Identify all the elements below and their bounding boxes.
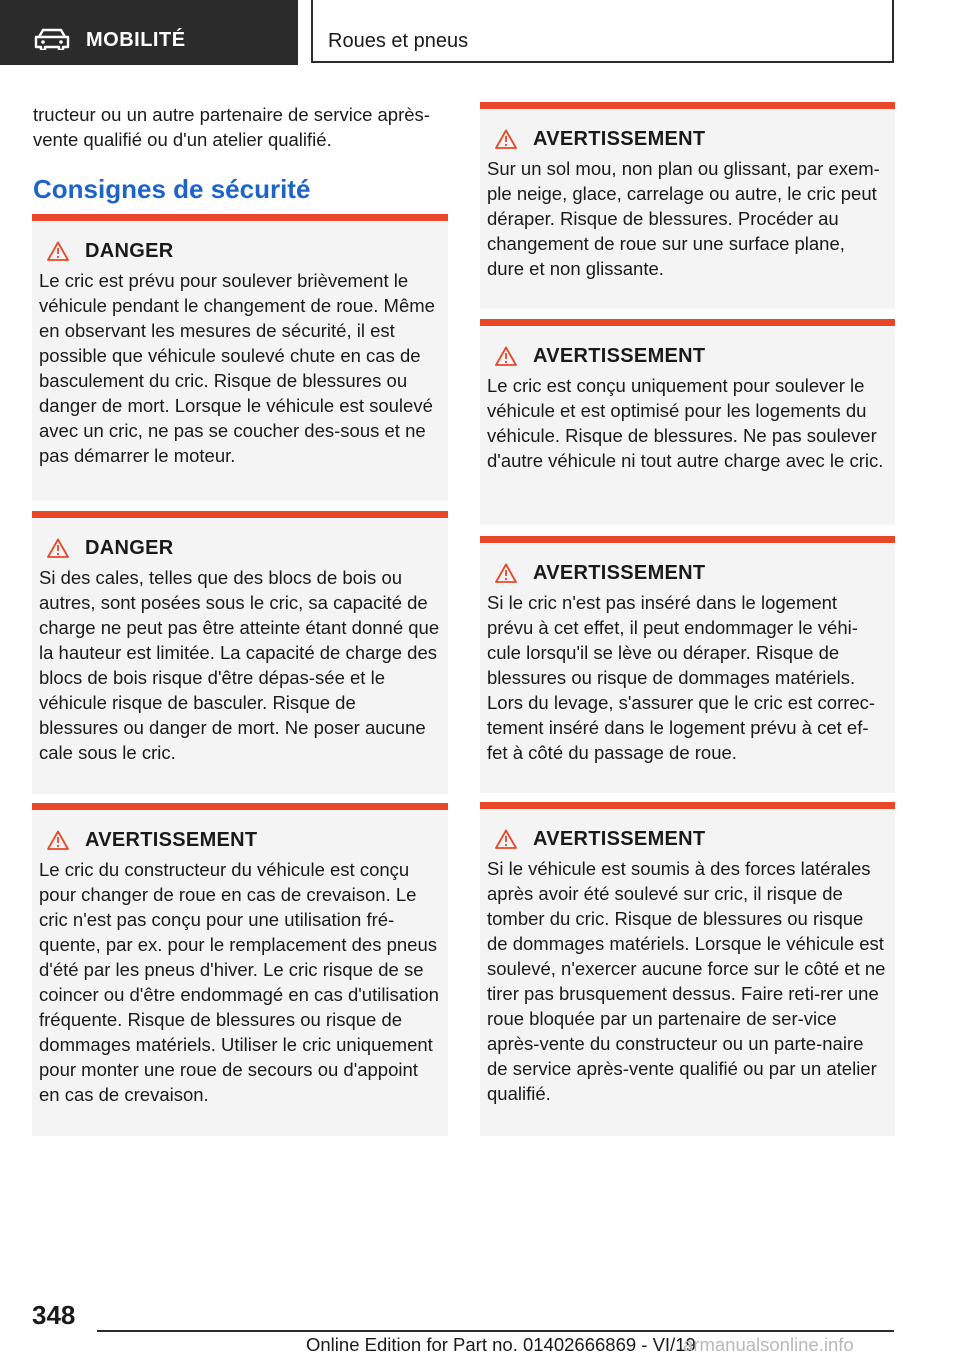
warning-box <box>480 536 895 793</box>
box-title <box>487 559 887 587</box>
section-tab <box>0 0 298 65</box>
box-label: DANGER <box>85 536 174 559</box>
warning-box <box>480 802 895 1136</box>
danger-box <box>32 511 448 794</box>
warning-triangle-icon <box>495 346 517 366</box>
box-text: Si le véhicule est soumis à des forces latérales après avoir été soulevé sur cric, il risque de tomber du cric. Risque de blessures ou risque de dommages matériels. Lorsque le véhicule est soulevé, n'exercer aucune force sur le côté et ne tirer pas brusquement dessus. Faire reti-rer une roue bloquée par un partenaire de ser-vice après-vente du constructeur ou un parte-naire de service après-vente qualifié ou par un atelier qualifié. <box>487 858 886 1104</box>
box-title <box>487 342 887 370</box>
car-icon <box>34 28 70 50</box>
box-text: Sur un sol mou, non plan ou glissant, par exem-ple neige, glace, carrelage ou autre, le cric peut déraper. Risque de blessures. Procéder au changement de roue sur une surface plane, dure et non glissante. <box>487 158 880 279</box>
box-text: Si des cales, telles que des blocs de bois ou autres, sont posées sous le cric, sa capacité de charge ne peut pas être atteinte étant donné que la hauteur est limitée. La capacité de charge des blocs de bois risque d'être dépas-sée et le véhicule risque de basculer. Risque de blessures ou danger de mort. Ne poser aucune cale sous le cric. <box>39 567 440 763</box>
warning-triangle-icon <box>47 830 69 850</box>
box-label: AVERTISSEMENT <box>533 561 706 584</box>
box-title <box>39 237 440 265</box>
warning-triangle-icon <box>47 538 69 558</box>
box-label: AVERTISSEMENT <box>533 344 706 367</box>
warning-triangle-icon <box>495 829 517 849</box>
box-title <box>487 125 887 153</box>
box-text: Si le cric n'est pas inséré dans le logement prévu à cet effet, il peut endommager le véhi-cule lorsqu'il se lève ou déraper. Risque de blessures ou risque de dommages matériels. Lors du levage, s'assurer que le cric est correc-tement inséré dans le logement prévu à cet ef-fet à côté du passage de roue. <box>487 592 876 763</box>
danger-box <box>32 214 448 501</box>
footer-edition: Online Edition for Part no. 01402666869 - VI/19 <box>306 1334 696 1355</box>
section-heading: Consignes de sécurité <box>33 174 311 204</box>
box-title <box>487 825 887 853</box>
footer-watermark: armanualsonline.info <box>683 1334 854 1355</box>
footer-divider <box>97 1330 894 1332</box>
box-label: AVERTISSEMENT <box>533 127 706 150</box>
box-text: Le cric est prévu pour soulever brièvement le véhicule pendant le changement de roue. Même en observant les mesures de sécurité, il est possible que véhicule soulevé chute en cas de basculement du cric. Risque de blessures ou danger de mort. Lorsque le véhicule est soulevé avec un cric, ne pas se coucher des-sous et ne pas démarrer le moteur. <box>39 270 435 466</box>
warning-box <box>480 102 895 309</box>
warning-box <box>480 319 895 525</box>
box-text: Le cric du constructeur du véhicule est conçu pour changer de roue en cas de crevaison. Le cric n'est pas conçu pour une utilisation fré-quente, par ex. pour le remplacement des pneus d'été par les pneus d'hiver. Le cric risque de se coincer ou d'être endommagé en cas d'utilisation fréquente. Risque de blessures ou risque de dommages matériels. Utiliser le cric uniquement pour monter une roue de secours ou d'appoint en cas de crevaison. <box>39 859 439 1105</box>
warning-triangle-icon <box>47 241 69 261</box>
box-label: AVERTISSEMENT <box>85 828 258 851</box>
box-label: AVERTISSEMENT <box>533 827 706 850</box>
chapter-title: Roues et pneus <box>328 30 469 52</box>
chapter-header <box>311 0 894 63</box>
box-label: DANGER <box>85 239 174 262</box>
warning-triangle-icon <box>495 563 517 583</box>
warning-box <box>32 803 448 1136</box>
section-title: MOBILITÉ <box>86 29 186 51</box>
box-title <box>39 534 440 562</box>
page-number: 348 <box>32 1300 76 1330</box>
left-column <box>32 102 448 1105</box>
box-title <box>39 826 440 854</box>
warning-triangle-icon <box>495 129 517 149</box>
intro-text: tructeur ou un autre partenaire de service après-vente qualifié ou d'un atelier qualifié. <box>33 104 430 150</box>
box-text: Le cric est conçu uniquement pour soulever le véhicule et est optimisé pour les logements du véhicule. Risque de blessures. Ne pas soulever d'autre véhicule ni tout autre charge avec le cric. <box>487 375 884 471</box>
